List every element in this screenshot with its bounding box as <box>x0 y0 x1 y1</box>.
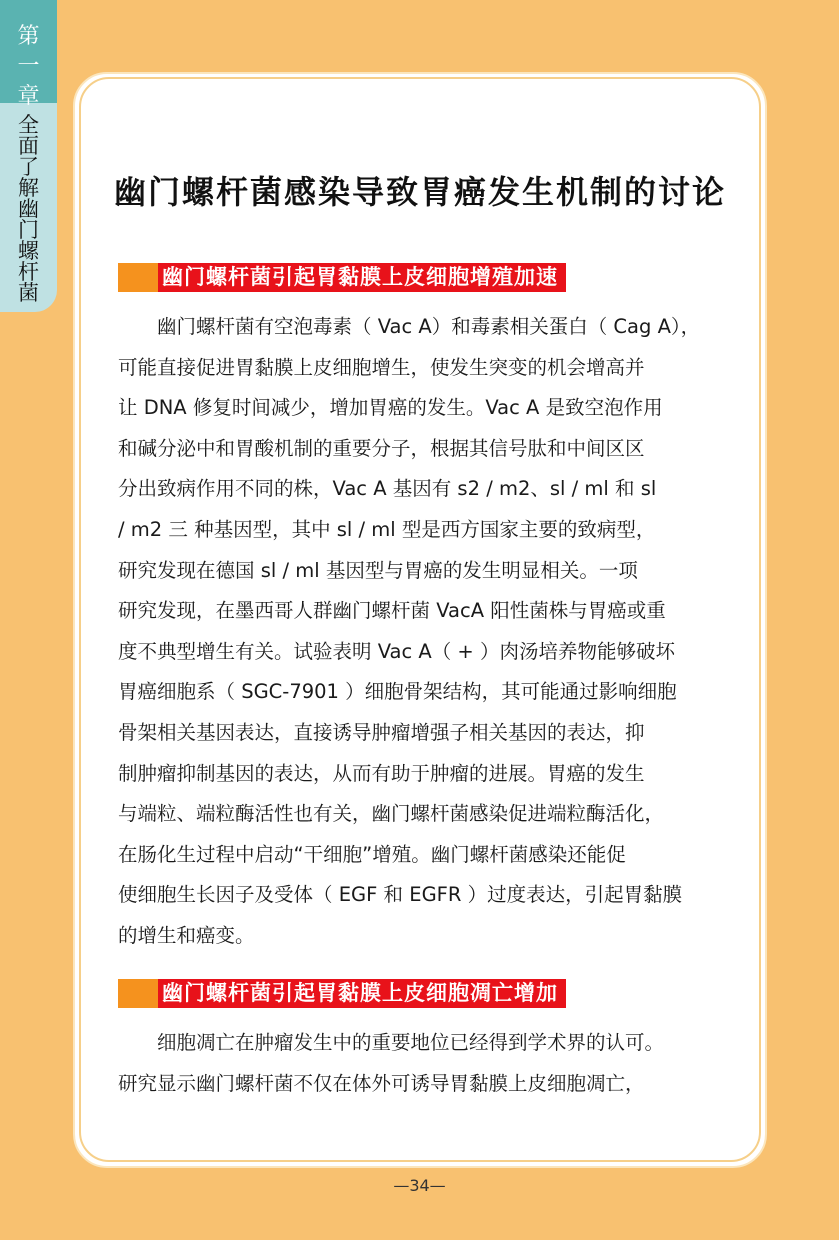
text-line: 与端粒、端粒酶活性也有关，幽门螺杆菌感染促进端粒酶活化， <box>118 802 665 826</box>
text-line: 研究显示幽门螺杆菌不仅在体外可诱导胃黏膜上皮细胞凋亡， <box>118 1071 645 1095</box>
page-title: 幽门螺杆菌感染导致胃癌发生机制的讨论 <box>113 173 726 211</box>
text-line: 研究发现在德国 sl / ml 基因型与胃癌的发生明显相关。一项 <box>118 558 638 582</box>
chapter-title-char: 了 <box>18 155 39 179</box>
text-line: 可能直接促进胃黏膜上皮细胞增生，使发生突变的机会增高并 <box>118 355 645 379</box>
text-line: 度不典型增生有关。试验表明 Vac A（ + ）肉汤培养物能够破坏 <box>118 639 675 663</box>
text-line: 胃癌细胞系（ SGC-7901 ）细胞骨架结构，其可能通过影响细胞 <box>118 680 677 704</box>
chapter-title-char: 菌 <box>18 281 39 305</box>
chapter-title-char: 解 <box>18 176 39 200</box>
heading-accent-block <box>118 263 158 292</box>
text-line: 幽门螺杆菌有空泡毒素（ Vac A）和毒素相关蛋白（ Cag A）， <box>118 315 701 338</box>
section-heading-label: 幽门螺杆菌引起胃黏膜上皮细胞凋亡增加 <box>158 979 566 1008</box>
text-line: 在肠化生过程中启动“干细胞”增殖。幽门螺杆菌感染还能促 <box>118 842 626 866</box>
section-heading-label: 幽门螺杆菌引起胃黏膜上皮细胞增殖加速 <box>158 263 566 292</box>
chapter-title-char: 幽 <box>18 197 39 221</box>
section-1-body <box>118 307 722 957</box>
heading-accent-block <box>118 979 158 1008</box>
text-line: 和碱分泌中和胃酸机制的重要分子，根据其信号肽和中间区区 <box>118 436 645 460</box>
text-line: 骨架相关基因表达，直接诱导肿瘤增强子相关基因的表达，抑 <box>118 720 645 744</box>
section-heading-1 <box>118 263 566 292</box>
section-2-body <box>118 1023 722 1104</box>
chapter-title-char: 门 <box>18 218 39 242</box>
chapter-title <box>0 103 57 312</box>
section-heading-2 <box>118 979 566 1008</box>
chapter-number-char: 第 <box>17 24 40 49</box>
text-line: 让 DNA 修复时间减少，增加胃癌的发生。Vac A 是致空泡作用 <box>118 396 663 420</box>
text-line: 使细胞生长因子及受体（ EGF 和 EGFR ）过度表达，引起胃黏膜 <box>118 883 683 907</box>
page-number: —34— <box>393 1176 446 1195</box>
text-line: 分出致病作用不同的株，Vac A 基因有 s2 / m2、sl / ml 和 sl <box>118 477 657 501</box>
text-line: 的增生和癌变。 <box>118 923 255 947</box>
text-line: 研究发现，在墨西哥人群幽门螺杆菌 VacA 阳性菌株与胃癌或重 <box>118 599 666 623</box>
text-line: 制肿瘤抑制基因的表达，从而有助于肿瘤的进展。胃癌的发生 <box>118 761 645 785</box>
text-line: / m2 三 种基因型，其中 sl / ml 型是西方国家主要的致病型， <box>118 517 656 541</box>
chapter-title-char: 螺 <box>18 239 39 263</box>
chapter-number <box>0 0 57 109</box>
chapter-title-char: 杆 <box>18 260 39 284</box>
chapter-number-char: 一 <box>17 54 40 79</box>
chapter-title-char: 全 <box>18 113 39 137</box>
chapter-tab <box>0 0 57 312</box>
text-line: 细胞凋亡在肿瘤发生中的重要地位已经得到学术界的认可。 <box>118 1031 665 1054</box>
chapter-title-char: 面 <box>18 134 39 158</box>
chapter-number-char: 章 <box>17 84 40 109</box>
